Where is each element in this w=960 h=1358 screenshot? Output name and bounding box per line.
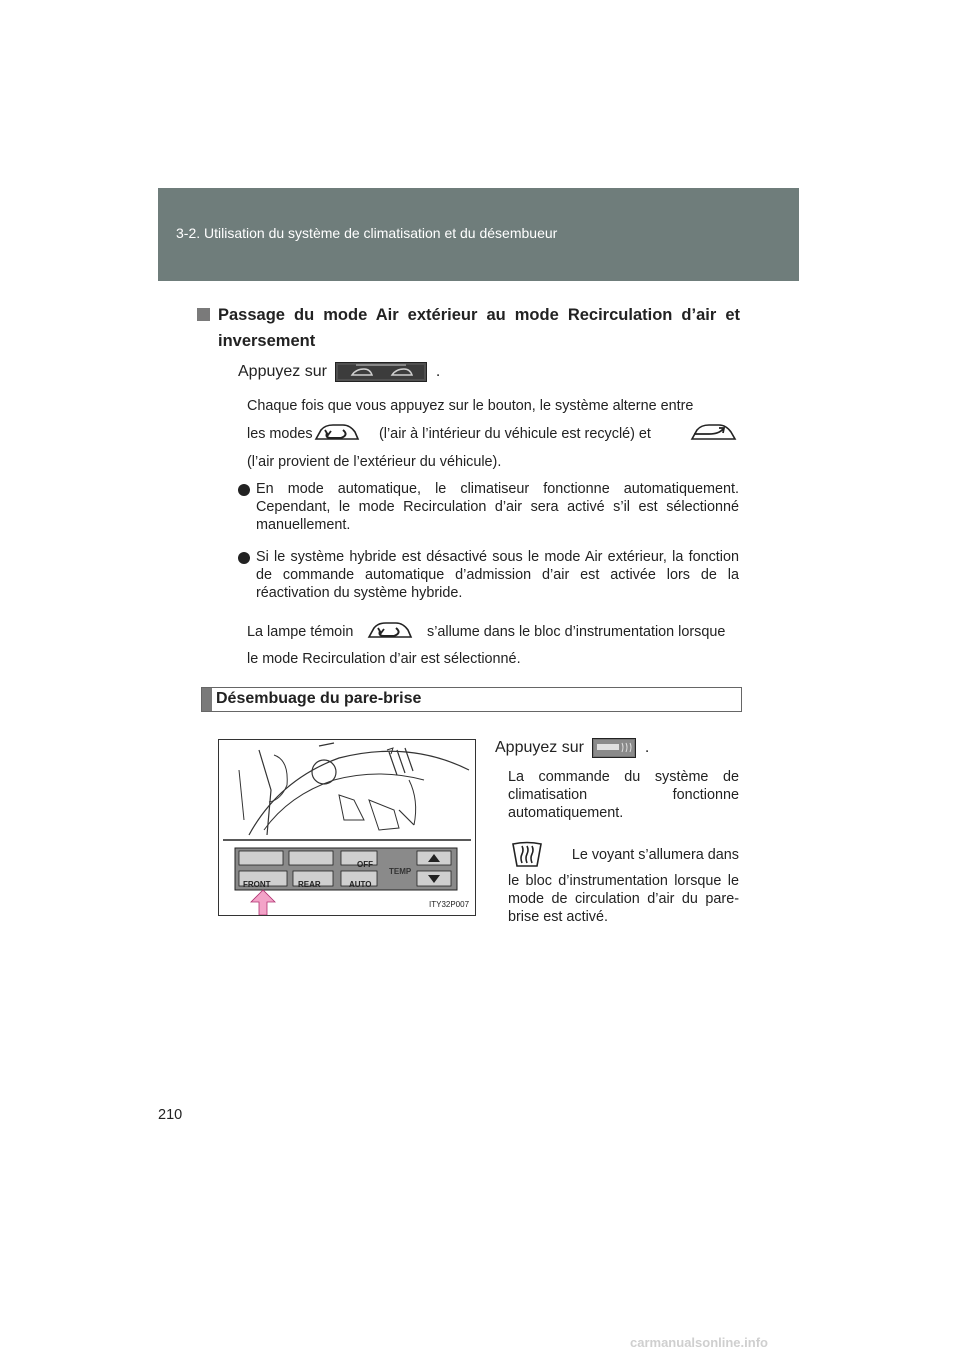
panel-label-front: FRONT xyxy=(243,880,271,889)
bullet-dot xyxy=(238,552,250,564)
press-end: . xyxy=(435,363,441,380)
press-end: . xyxy=(644,739,650,756)
press-instruction-2 xyxy=(495,736,649,760)
lamp-indicator-line2: le mode Recirculation d’air est sélectionné. xyxy=(247,651,521,667)
para-alternate-line3: (l’air provient de l’extérieur du véhicule). xyxy=(247,454,502,470)
bullet-dot xyxy=(238,484,250,496)
defog-illustration xyxy=(218,739,476,916)
lamp-line-end: s’allume dans le bloc d’instrumentation lorsque xyxy=(427,624,726,640)
page-number: 210 xyxy=(158,1107,183,1123)
illustration-code: ITY32P007 xyxy=(429,900,470,909)
section-heading-air-mode xyxy=(218,302,740,354)
para-line2-mid: (l’air à l’intérieur du véhicule est recyclé) et xyxy=(379,426,651,442)
bullet-auto-mode: En mode automatique, le climatiseur fonctionne automatiquement. Cependant, le mode Recirculation d’air sera activé s’il est sélectionné manuellement. xyxy=(256,481,739,533)
front-defog-button-icon xyxy=(592,738,636,758)
defog-para2-first: Le voyant s’allumera dans xyxy=(571,847,739,863)
panel-label-off: OFF xyxy=(357,860,373,869)
air-intake-button-icon xyxy=(335,362,427,382)
defog-para2-rest: le bloc d’instrumentation lorsque le mode de circulation d’air du pare-brise est activé. xyxy=(508,873,739,925)
para-alternate-line2 xyxy=(247,425,739,451)
heading-bar-marker xyxy=(202,688,212,711)
heading-square-marker xyxy=(197,308,210,321)
para-alternate-line1: Chaque fois que vous appuyez sur le bouton, le système alterne entre xyxy=(247,398,694,414)
section-heading-defog xyxy=(201,687,742,712)
press-instruction-1 xyxy=(238,360,440,384)
windshield-defog-icon xyxy=(511,840,543,868)
bullet-hybrid-system: Si le système hybride est désactivé sous le mode Air extérieur, la fonction de commande automatique d’admission d’air est activée lors de la réactivation du système hybride. xyxy=(256,549,739,601)
lamp-indicator-line1 xyxy=(247,623,739,649)
defog-para1: La commande du système de climatisation fonctionne automatiquement. xyxy=(508,769,739,821)
outside-air-mode-icon xyxy=(689,419,739,445)
section-heading-text: Passage du mode Air extérieur au mode Recirculation d’air et inversement xyxy=(218,306,740,350)
panel-label-auto: AUTO xyxy=(349,880,372,889)
press-label: Appuyez sur xyxy=(495,739,584,756)
panel-label-rear: REAR xyxy=(298,880,321,889)
recirculation-mode-icon xyxy=(313,419,361,445)
recirculation-lamp-icon xyxy=(366,617,414,643)
section-heading-text: Désembuage du pare-brise xyxy=(216,690,422,707)
para-line2-start: les modes xyxy=(247,426,313,442)
chapter-breadcrumb: 3-2. Utilisation du système de climatisation et du désembueur xyxy=(176,225,558,241)
footer-watermark: carmanualsonline.info xyxy=(630,1335,768,1350)
panel-label-temp: TEMP xyxy=(389,867,412,876)
press-label: Appuyez sur xyxy=(238,363,327,380)
lamp-line-start: La lampe témoin xyxy=(247,624,354,640)
